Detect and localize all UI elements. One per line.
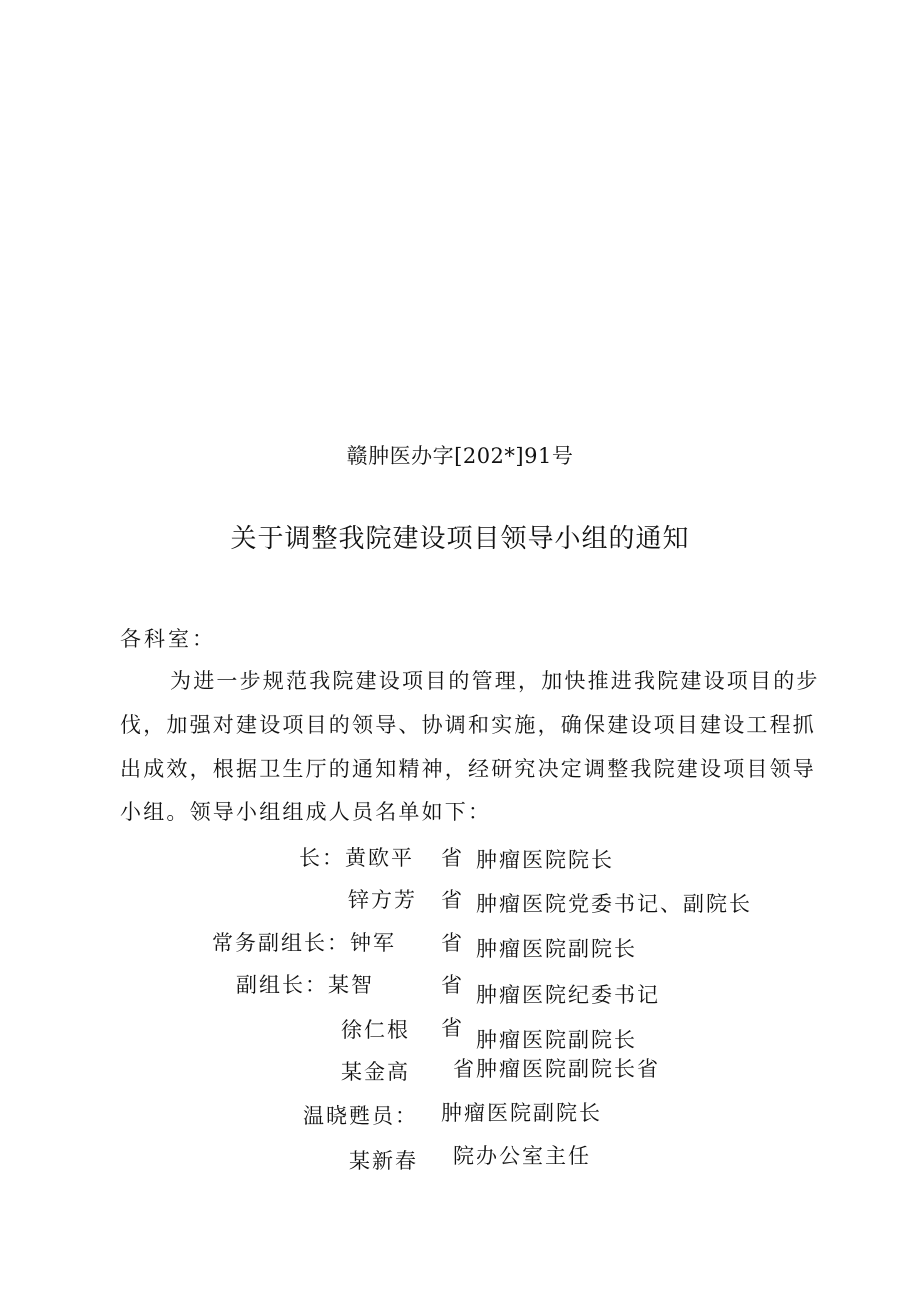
member-position: 肿瘤医院纪委书记 (476, 983, 660, 1007)
member-role-name: 某金高 (341, 1060, 410, 1084)
salutation: 各科室： (120, 627, 216, 651)
member-role-name: 某新春 (349, 1149, 418, 1173)
member-role-name: 常务副组长：钟军 (212, 931, 396, 955)
member-role-name: 副组长：某智 (236, 973, 374, 997)
document-number: 赣肿医办字[202*]91号 (346, 444, 574, 468)
member-role-name: 锌方芳 (348, 888, 417, 912)
member-position: 院办公室主任 (453, 1144, 591, 1168)
member-province: 省 (441, 973, 464, 997)
member-position: 省肿瘤医院副院长省 (453, 1057, 660, 1081)
member-position: 肿瘤医院副院长 (476, 937, 637, 961)
member-province: 省 (441, 888, 464, 912)
member-province: 省 (441, 1016, 464, 1040)
document-title: 关于调整我院建设项目领导小组的通知 (230, 524, 690, 554)
member-position: 肿瘤医院副院长 (476, 1028, 637, 1052)
body-paragraph-line: 伐，加强对建设项目的领导、协调和实施，确保建设项目建设工程抓 (120, 713, 816, 737)
body-paragraph-line: 为进一步规范我院建设项目的管理，加快推进我院建设项目的步 (170, 669, 820, 693)
member-role-name: 长：黄欧平 (299, 846, 414, 870)
body-paragraph-line: 小组。领导小组组成人员名单如下： (120, 800, 492, 824)
member-role-name: 温晓甦员： (303, 1104, 418, 1128)
member-position: 肿瘤医院院长 (476, 848, 614, 872)
member-position: 肿瘤医院副院长 (441, 1101, 602, 1125)
member-position: 肿瘤医院党委书记、副院长 (476, 892, 752, 916)
body-paragraph-line: 出成效，根据卫生厅的通知精神，经研究决定调整我院建设项目领导 (120, 757, 816, 781)
member-province: 省 (441, 931, 464, 955)
member-province: 省 (441, 846, 464, 870)
member-role-name: 徐仁根 (341, 1018, 410, 1042)
